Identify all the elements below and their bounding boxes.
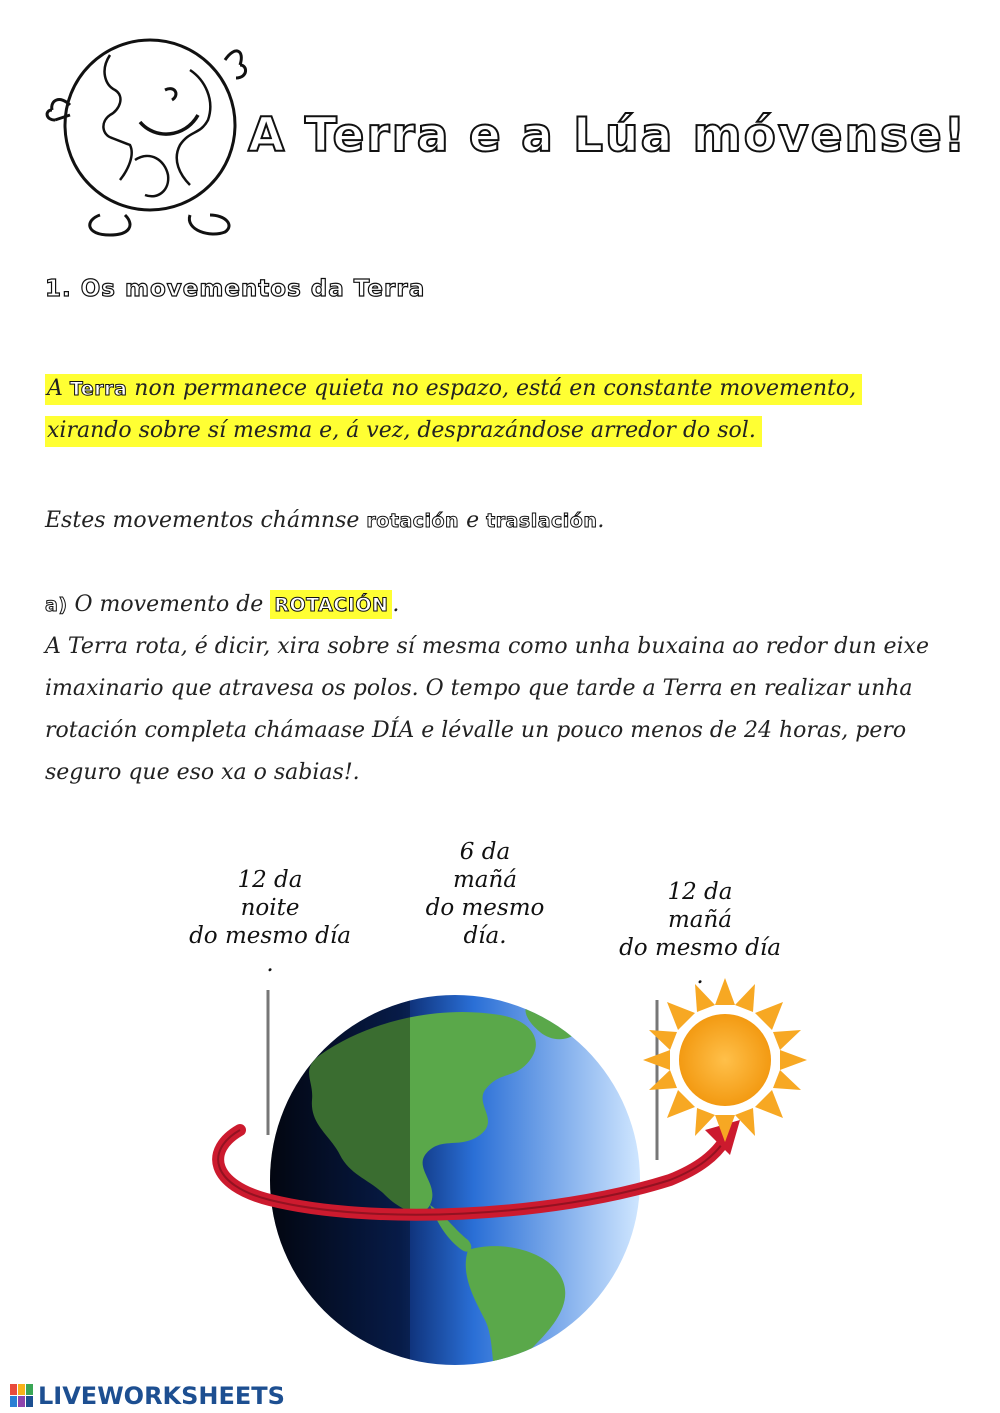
rotation-heading [45,584,945,626]
rotation-keyword: ROTACIÓN [274,594,389,616]
label-6am-line: día. [463,923,507,949]
section-heading: 1. Os movementos da Terra [45,276,426,302]
intro-paragraph [45,368,945,452]
label-midnight-line: noite [240,895,300,921]
movements-line [45,500,945,542]
earth-mascot-icon [40,10,250,245]
rotation-body: A Terra rota, é dicir, xira sobre sí mesma como unha buxaina ao redor dun eixe imaxinario que atravesa os polos. O tempo que tarde a Terra en realizar unha rotación completa chámaase DÍA e lévalle un pouco menos de 24 horas, pero seguro que eso xa o sabias!. [45,634,929,785]
rotation-diagram [200,960,840,1380]
movements-joiner: e [459,508,487,533]
label-noon-line: 12 da [667,879,733,905]
intro-keyword: Terra [69,378,128,400]
label-midnight-line: . [266,951,274,977]
label-6am-line: do mesmo [425,895,545,921]
label-noon-line: do mesmo día [619,935,781,961]
liveworksheets-logo [10,1381,285,1411]
label-noon-line: . [696,963,704,989]
label-6am [400,838,570,950]
label-noon-line: mañá [667,907,733,933]
term-translation: traslación [486,510,598,532]
movements-prefix: Estes movementos chámnse [45,508,367,533]
intro-rest: non permanece quieta no espazo, está en constante movemento, xirando sobre sí mesma e, á vez, desprazándose arredor do sol. [47,376,857,443]
sun-icon [643,978,807,1142]
movements-suffix: . [597,508,605,533]
label-6am-line: 6 da [459,839,511,865]
earth-globe-icon [260,980,640,1380]
brand-blocks-icon [10,1384,34,1408]
label-6am-line: mañá [452,867,518,893]
label-midnight-line: do mesmo día [189,923,351,949]
page-title: A Terra e a Lúa móvense! [248,108,968,163]
rotation-marker: a) [45,594,68,616]
rotation-keyword-suffix: . [392,592,400,617]
label-midnight-line: 12 da [237,867,303,893]
intro-prefix: A [47,376,70,401]
brand-text: LIVEWORKSHEETS [38,1382,285,1410]
term-rotation: rotación [366,510,460,532]
rotation-heading-text: O movemento de [67,592,271,617]
intro-highlight [45,374,862,447]
